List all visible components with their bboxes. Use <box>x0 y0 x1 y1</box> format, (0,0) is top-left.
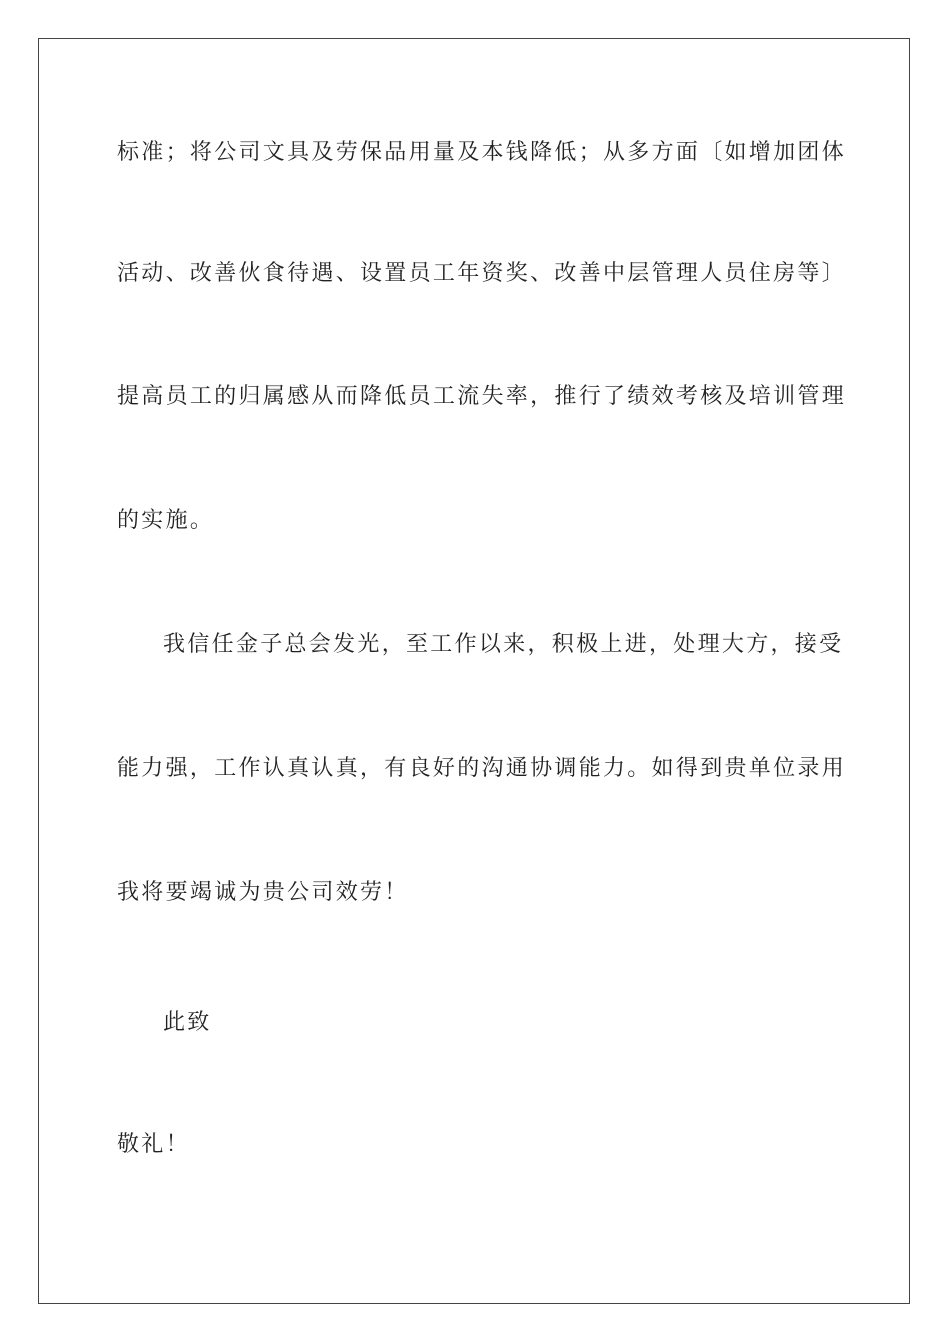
closing-salutation: 此致 <box>163 1010 212 1035</box>
paragraph-line: 活动、改善伙食待遇、设置员工年资奖、改善中层管理人员住房等〕 <box>117 261 847 286</box>
paragraph-line: 能力强，工作认真认真，有良好的沟通协调能力。如得到贵单位录用 <box>117 756 847 781</box>
paragraph-line: 我信任金子总会发光，至工作以来，积极上进，处理大方，接受 <box>163 632 844 657</box>
paragraph-line: 我将要竭诚为贵公司效劳！ <box>117 880 409 905</box>
page-frame <box>38 38 910 1304</box>
paragraph-line: 提高员工的归属感从而降低员工流失率，推行了绩效考核及培训管理 <box>117 384 847 409</box>
closing-regards: 敬礼！ <box>117 1132 190 1157</box>
paragraph-line: 的实施。 <box>117 508 215 533</box>
paragraph-line: 标准；将公司文具及劳保品用量及本钱降低；从多方面〔如增加团体 <box>117 140 847 165</box>
